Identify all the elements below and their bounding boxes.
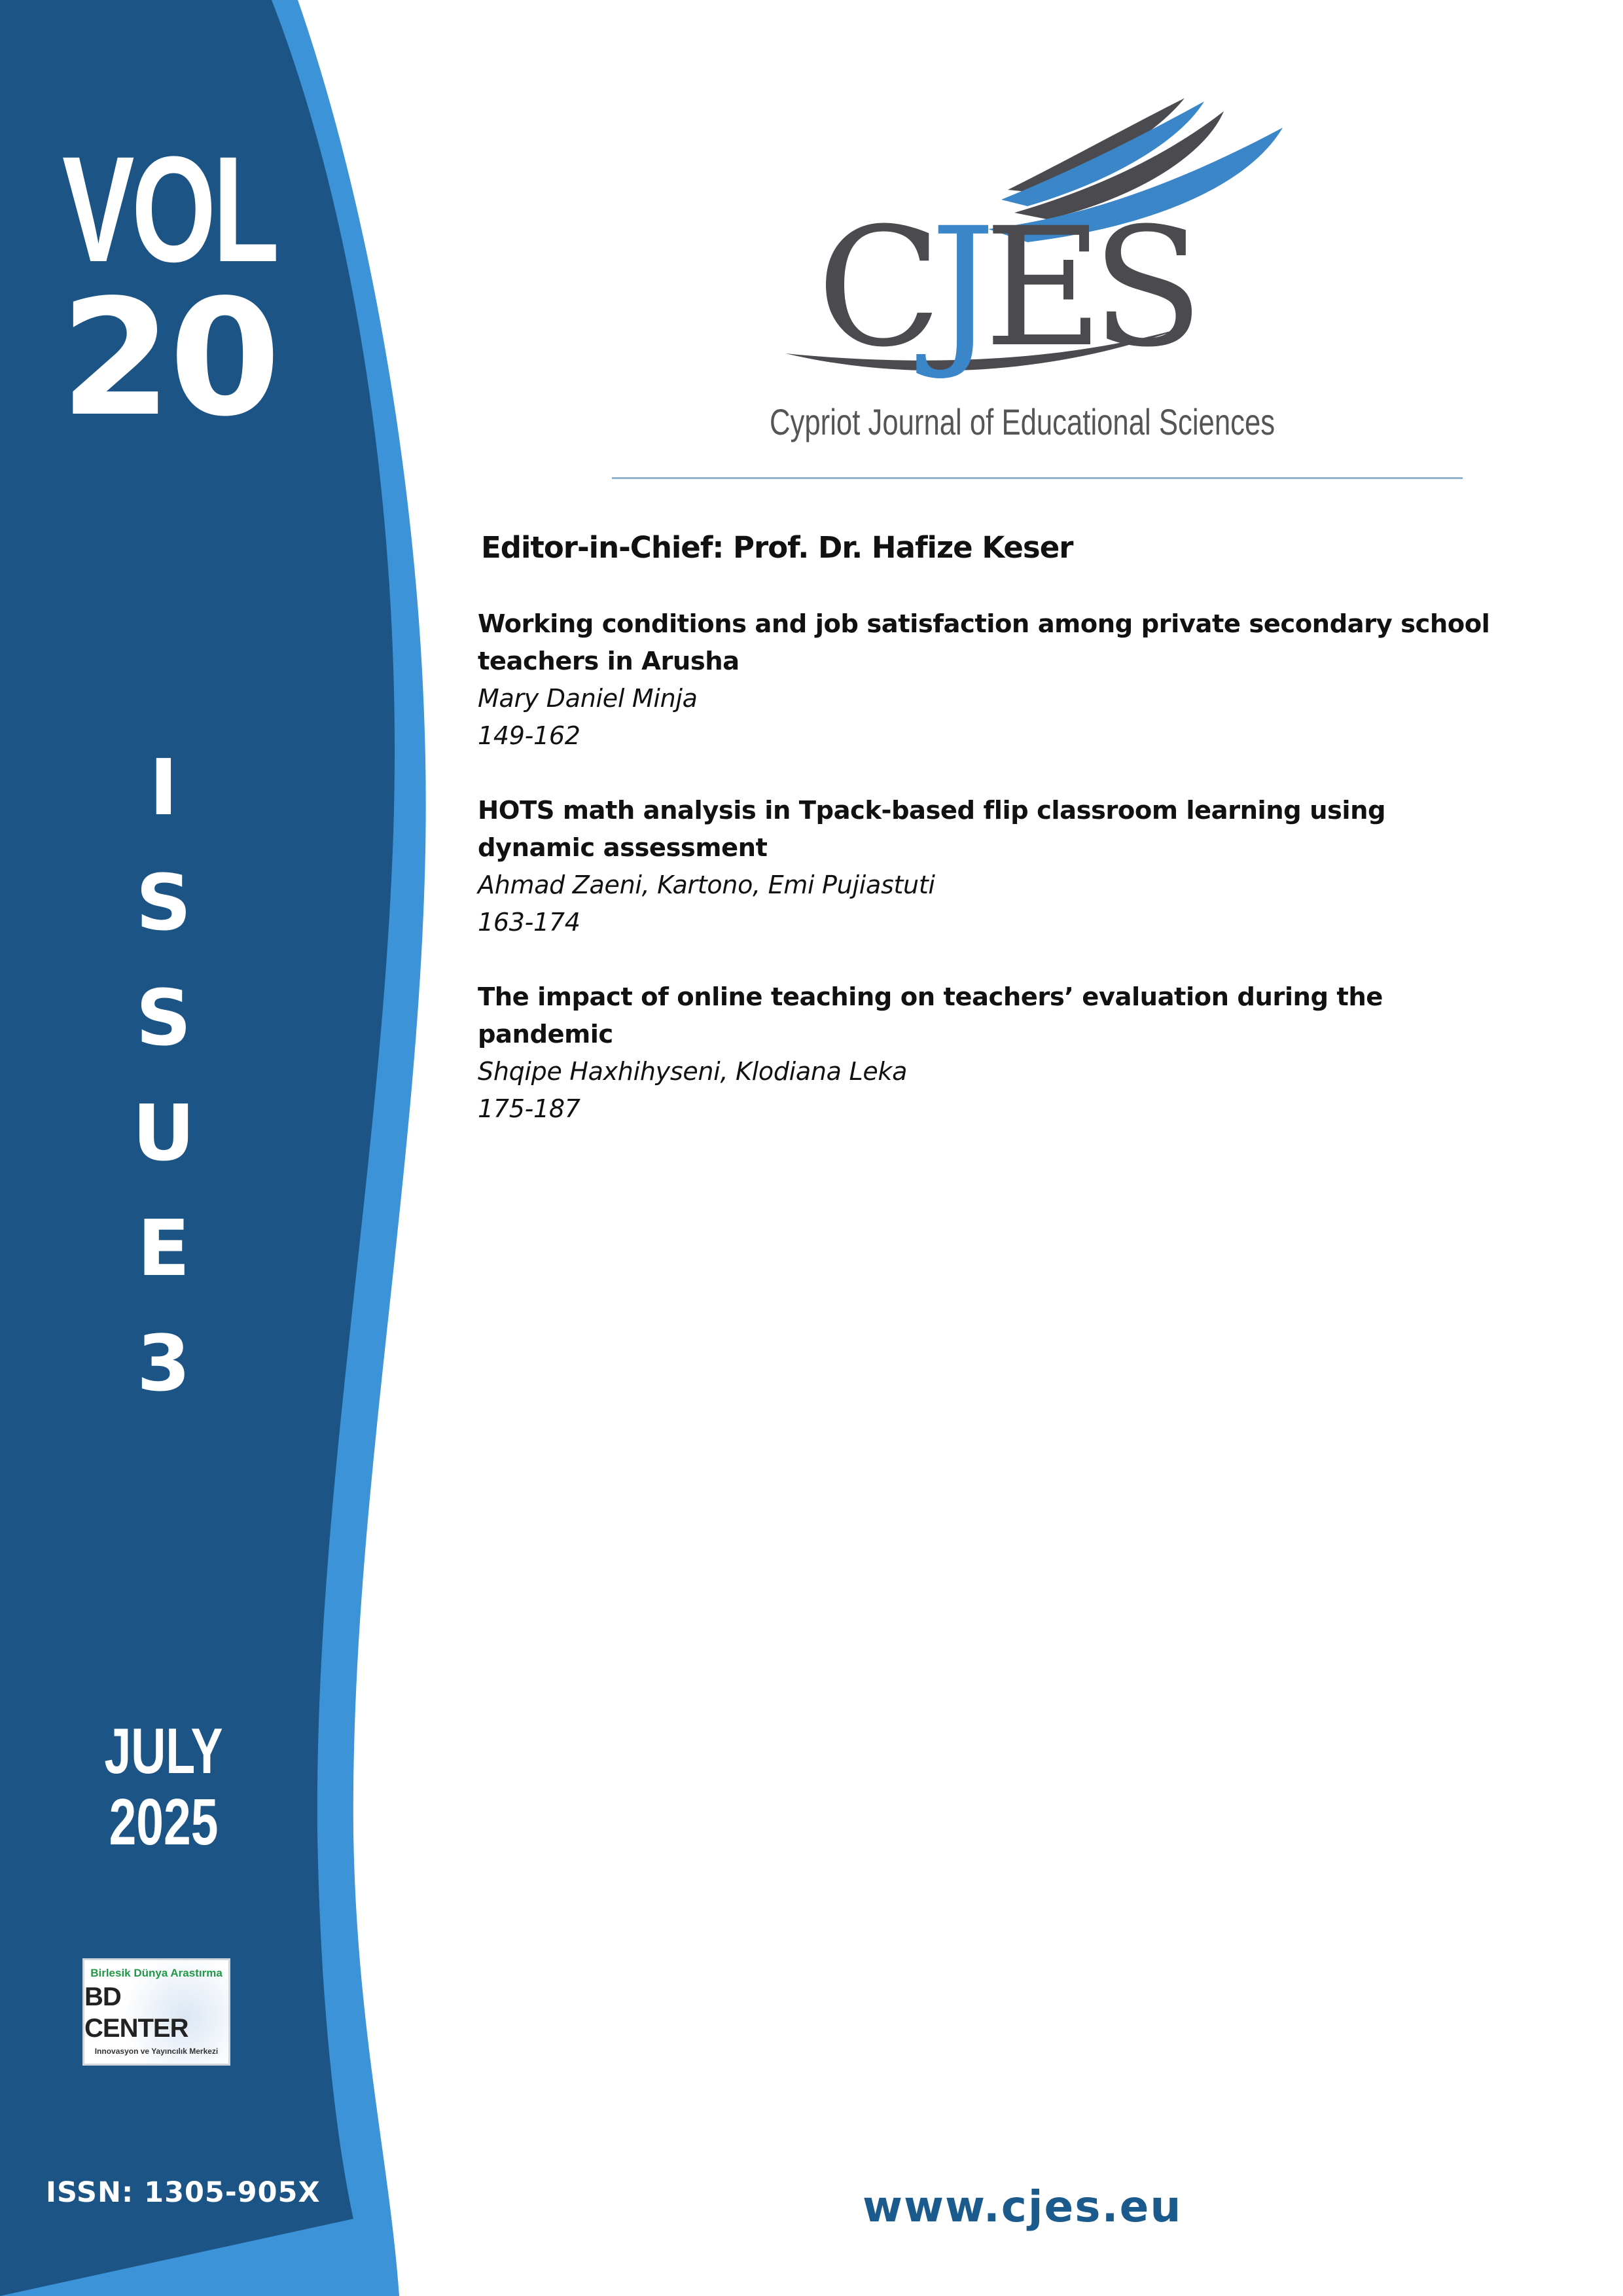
journal-logo-letters: [817, 192, 1192, 383]
publisher-logo-bottom-text: Innovasyon ve Yayıncılık Merkezi: [94, 2047, 219, 2056]
article-pages: 149-162: [478, 721, 580, 750]
issue-letter: S: [135, 857, 192, 948]
editor-in-chief: Editor-in-Chief: Prof. Dr. Hafize Keser: [481, 530, 1073, 565]
issue-year: 2025: [109, 1785, 219, 1859]
issue-letter: S: [135, 973, 192, 1063]
article-title[interactable]: Working conditions and job satisfaction among private secondary school teachers in Arusha: [478, 609, 1490, 676]
publisher-logo-main-text: BD CENTER: [84, 1982, 188, 2043]
volume-number: 20: [60, 265, 278, 452]
article-pages: 163-174: [478, 908, 580, 937]
volume-label: VOL: [62, 125, 277, 293]
article-entry: [478, 605, 1499, 755]
logo-letter-j: J: [930, 192, 984, 383]
article-authors: Ahmad Zaeni, Kartono, Emi Pujiastuti: [478, 870, 935, 899]
issue-month: JULY: [104, 1715, 223, 1787]
article-pages: 175-187: [478, 1094, 580, 1123]
issn: ISSN: 1305-905X: [46, 2176, 321, 2209]
publisher-logo: [82, 1958, 230, 2066]
journal-name: Cypriot Journal of Educational Sciences: [770, 401, 1275, 442]
logo-letters-es: ES: [984, 192, 1192, 383]
publisher-logo-top-text: Birlesik Dünya Arastırma: [90, 1967, 223, 1979]
article-authors: Mary Daniel Minja: [478, 684, 698, 713]
logo-letter-c: C: [817, 192, 931, 383]
issue-number: 3: [136, 1318, 191, 1408]
article-authors: Shqipe Haxhihyseni, Klodiana Leka: [478, 1057, 908, 1086]
article-list: [478, 605, 1499, 1165]
issue-letter: I: [149, 742, 178, 833]
issue-letter: U: [132, 1088, 195, 1178]
website-link[interactable]: www.cjes.eu: [863, 2181, 1183, 2232]
header-divider: [612, 477, 1463, 479]
article-entry: [478, 792, 1499, 941]
issue-letter: E: [137, 1203, 190, 1293]
article-title[interactable]: HOTS math analysis in Tpack-based flip classroom learning using dynamic assessment: [478, 796, 1386, 863]
article-title[interactable]: The impact of online teaching on teachers’ evaluation during the pandemic: [478, 982, 1383, 1049]
article-entry: [478, 978, 1499, 1128]
issue-label: [98, 730, 229, 1421]
